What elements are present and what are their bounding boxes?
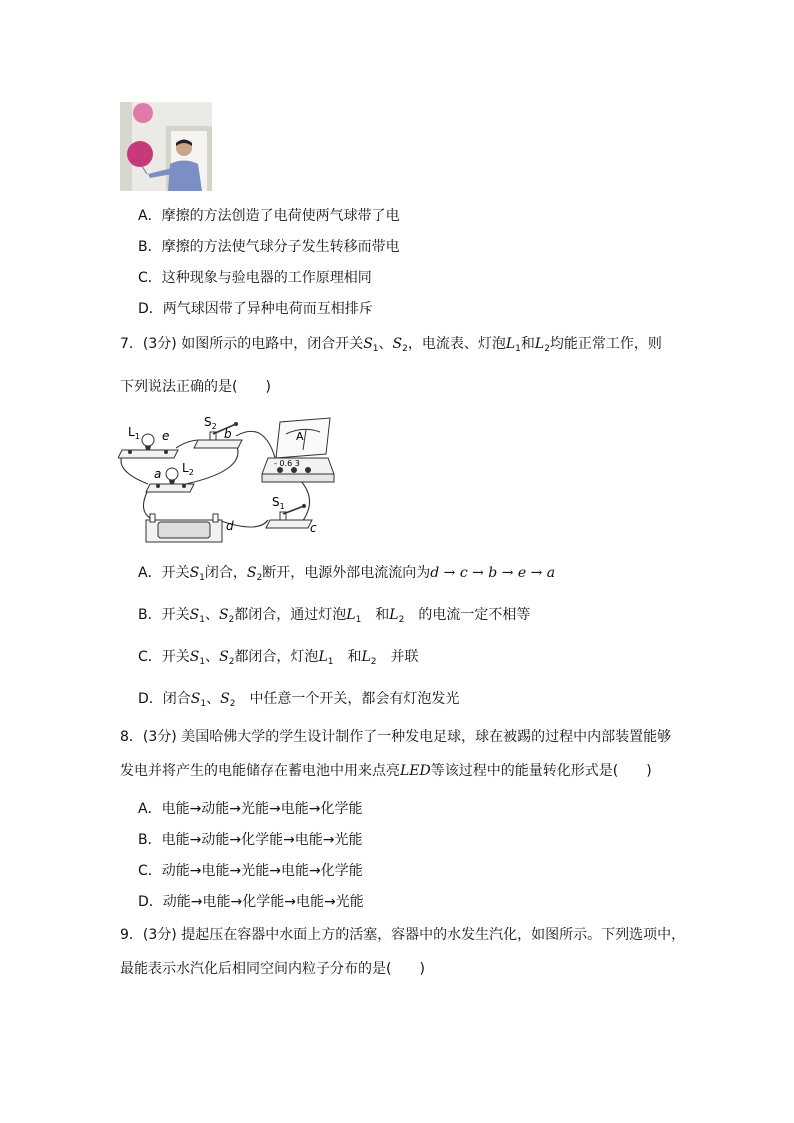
q7-option-c: C．开关$S_1$、$S_2$都闭合，灯泡$L_1$ 和$L_2$ 并联 — [138, 649, 419, 667]
q8-option-a: A．电能→动能→光能→电能→化学能 — [138, 801, 363, 817]
q6-option-b: B．摩擦的方法使气球分子发生转移而带电 — [138, 239, 400, 255]
circuit-diagram — [118, 410, 340, 545]
q6-option-d: D．两气球因带了异种电荷而互相排斥 — [138, 301, 373, 317]
label-e: e — [162, 429, 170, 443]
q8-stem: 8．(3分) 美国哈佛大学的学生设计制作了一种发电足球，球在被踢的过程中内部装置能够 — [120, 729, 672, 745]
label-s1: $S_1$ — [272, 495, 285, 511]
label-b: b — [224, 427, 232, 441]
q7-option-d: D．闭合$S_1$、$S_2$ 中任意一个开关，都会有灯泡发光 — [138, 691, 460, 709]
label-ammeter-a: A — [296, 430, 304, 443]
q9-stem-line2: 最能表示水汽化后相同空间内粒子分布的是( ) — [120, 961, 425, 977]
label-s2: $S_2$ — [204, 415, 217, 431]
q7-stem: 7．(3分) 如图所示的电路中，闭合开关$S_1$、$S_2$，电流表、灯泡$L_1$和$L_2$均能正常工作，则 — [120, 336, 662, 354]
q6-option-a: A．摩擦的方法创造了电荷使两气球带了电 — [138, 208, 400, 224]
q8-option-d: D．动能→电能→化学能→电能→光能 — [138, 894, 364, 910]
q8-stem-line2: 发电并将产生的电能储存在蓄电池中用来点亮LED等该过程中的能量转化形式是( ) — [120, 763, 652, 779]
label-l1: $L_1$ — [128, 425, 140, 441]
label-a: a — [154, 467, 162, 481]
label-d: d — [226, 519, 234, 533]
q8-option-b: B．电能→动能→化学能→电能→光能 — [138, 832, 363, 848]
q9-stem: 9．(3分) 提起压在容器中水面上方的活塞，容器中的水发生汽化，如图所示。下列选项中， — [120, 927, 686, 943]
switch-s2 — [194, 422, 242, 448]
q7-option-b: B．开关$S_1$、$S_2$都闭合，通过灯泡$L_1$ 和$L_2$ 的电流一定不相等 — [138, 607, 531, 625]
label-meter-scale: - 0.6 3 — [274, 459, 300, 468]
label-l2: $L_2$ — [182, 461, 194, 477]
battery — [146, 514, 222, 542]
q6-option-c: C．这种现象与验电器的工作原理相同 — [138, 270, 372, 286]
balloon-photo — [120, 102, 212, 191]
q7-option-a: A．开关$S_1$闭合，$S_2$断开，电源外部电流流向为d → c → b → e → a — [138, 565, 556, 583]
label-c: c — [310, 521, 317, 535]
q7-stem-line2: 下列说法正确的是( ) — [120, 379, 271, 395]
q8-option-c: C．动能→电能→光能→电能→化学能 — [138, 863, 363, 879]
